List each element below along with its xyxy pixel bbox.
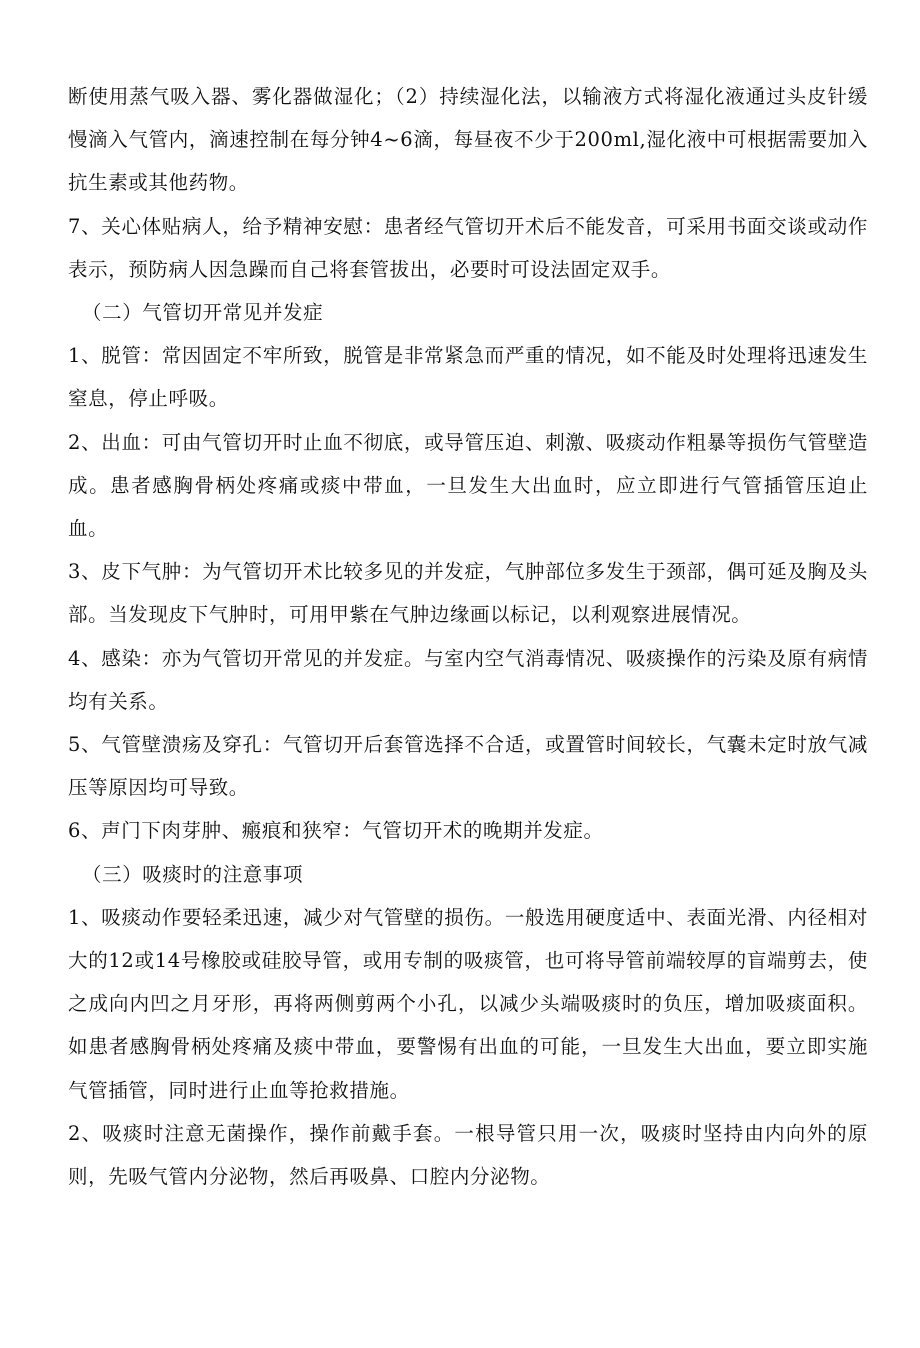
complication-item-1: 1、脱管：常因固定不牢所致，脱管是非常紧急而严重的情况，如不能及时处理将迅速发生窒息，停止呼吸。 [68, 344, 868, 411]
complication-item-2: 2、出血：可由气管切开时止血不彻底，或导管压迫、刺激、吸痰动作粗暴等损伤气管壁造成。患者感胸骨柄处疼痛或痰中带血，一旦发生大出血时，应立即进行气管插管压迫止血。 [68, 430, 868, 541]
complication-item-4: 4、感染：亦为气管切开常见的并发症。与室内空气消毒情况、吸痰操作的污染及原有病情均有关系。 [68, 646, 868, 713]
suction-item-1: 1、吸痰动作要轻柔迅速，减少对气管壁的损伤。一般选用硬度适中、表面光滑、内径相对大的12或14号橡胶或硅胶导管，或用专制的吸痰管，也可将导管前端较厚的盲端剪去，使之成向内凹之月牙形，再将两侧剪两个小孔，以减少头端吸痰时的负压，增加吸痰面积。如患者感胸骨柄处疼痛及痰中带血，要警惕有出血的可能，一旦发生大出血，要立即实施气管插管，同时进行止血等抢救措施。 [68, 905, 868, 1102]
paragraph-humidification: 断使用蒸气吸入器、雾化器做湿化；（2）持续湿化法，以输液方式将湿化液通过头皮针缓慢滴入气管内，滴速控制在每分钟4~6滴，每昼夜不少于200ml,湿化液中可根据需要加入抗生素或其他药物。 [68, 85, 868, 195]
section-heading-complications: （二）气管切开常见并发症 [82, 301, 324, 325]
section-heading-suction: （三）吸痰时的注意事项 [82, 862, 304, 886]
suction-item-2: 2、吸痰时注意无菌操作，操作前戴手套。一根导管只用一次，吸痰时坚持由内向外的原则，先吸气管内分泌物，然后再吸鼻、口腔内分泌物。 [68, 1121, 868, 1189]
complication-item-5: 5、气管壁溃疡及穿孔：气管切开后套管选择不合适，或置管时间较长，气囊未定时放气减压等原因均可导致。 [68, 733, 868, 800]
complication-item-3: 3、皮下气肿：为气管切开术比较多见的并发症，气肿部位多发生于颈部，偶可延及胸及头部。当发现皮下气肿时，可用甲紫在气肿边缘画以标记，以利观察进展情况。 [68, 560, 868, 627]
paragraph-care-7: 7、关心体贴病人，给予精神安慰：患者经气管切开术后不能发音，可采用书面交谈或动作表示，预防病人因急躁而自己将套管拔出，必要时可设法固定双手。 [68, 214, 868, 281]
complication-item-6: 6、声门下肉芽肿、瘢痕和狭窄：气管切开术的晚期并发症。 [68, 819, 604, 843]
